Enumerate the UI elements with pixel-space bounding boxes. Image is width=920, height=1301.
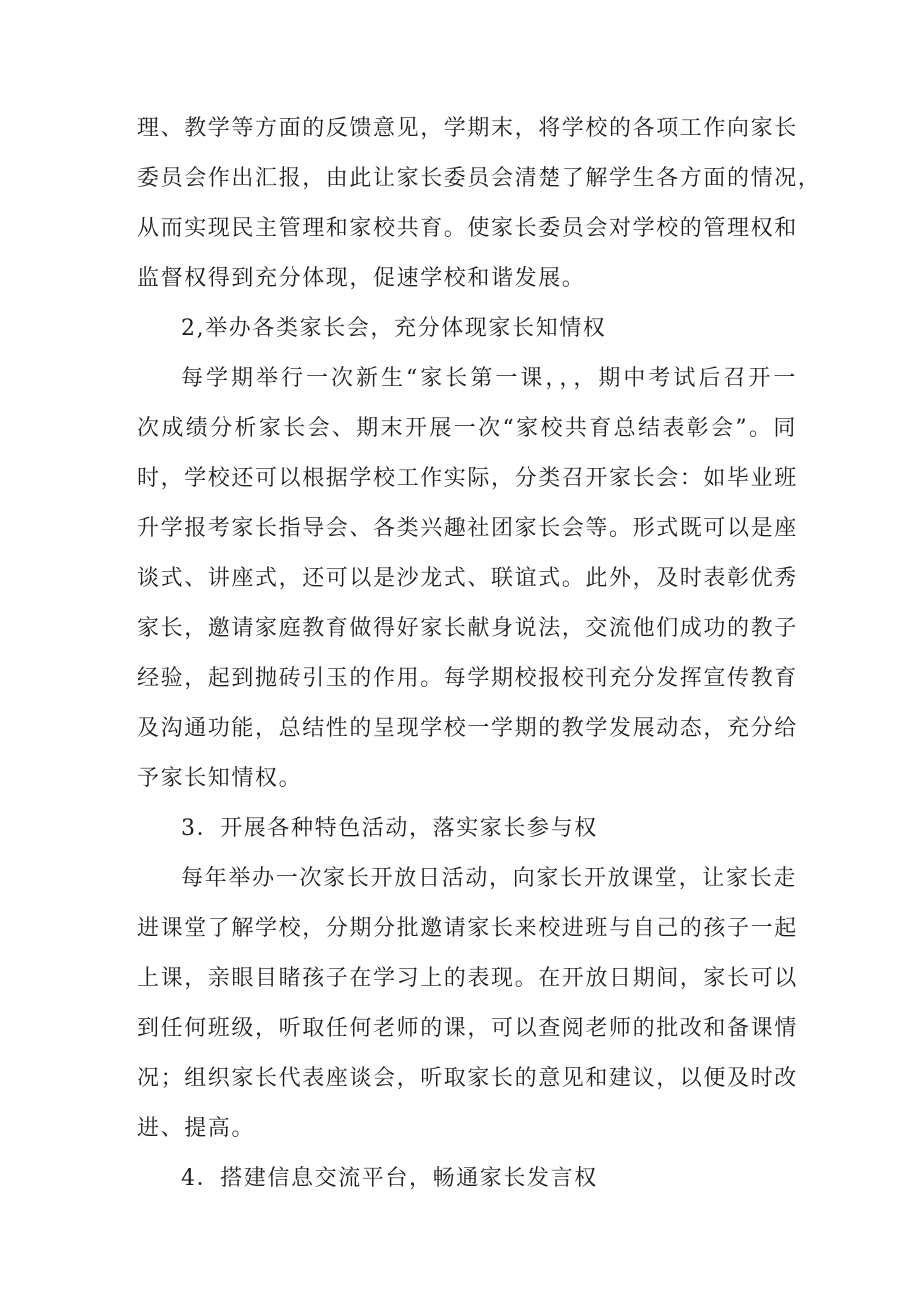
paragraph-line: 进课堂了解学校，分期分批邀请家长来校进班与自己的孩子一起 xyxy=(137,916,798,941)
paragraph-line: 及沟通功能，总结性的呈现学校一学期的教学发展动态，充分给 xyxy=(137,716,798,741)
paragraph-line: 委员会作出汇报，由此让家长委员会清楚了解学生各方面的情况， xyxy=(137,166,822,191)
paragraph-line: 时，学校还可以根据学校工作实际，分类召开家长会：如毕业班 xyxy=(137,466,798,491)
paragraph-line: 谈式、讲座式，还可以是沙龙式、联谊式。此外，及时表彰优秀 xyxy=(137,566,798,591)
paragraph-line: 进、提高。 xyxy=(137,1116,256,1141)
paragraph-line: 次成绩分析家长会、期末开展一次“家校共育总结表彰会”。同 xyxy=(137,416,797,441)
paragraph-line: 经验，起到抛砖引玉的作用。每学期校报校刊充分发挥宣传教育 xyxy=(137,666,798,691)
paragraph-line: 每年举办一次家长开放日活动，向家长开放课堂，让家长走 xyxy=(181,866,797,891)
paragraph-line: 况；组织家长代表座谈会，听取家长的意见和建议，以便及时改 xyxy=(137,1066,798,1091)
paragraph-line: 理、教学等方面的反馈意见，学期末，将学校的各项工作向家长 xyxy=(137,116,798,141)
paragraph-line: 上课，亲眼目睹孩子在学习上的表现。在开放日期间，家长可以 xyxy=(137,966,798,991)
section-heading: 3．开展各种特色活动，落实家长参与权 xyxy=(181,816,598,841)
document-body xyxy=(137,104,822,1204)
section-heading: 2,举办各类家长会，充分体现家长知情权 xyxy=(181,316,607,341)
paragraph-line: 家长，邀请家庭教育做得好家长献身说法，交流他们成功的教子 xyxy=(137,616,798,641)
paragraph-line: 到任何班级，听取任何老师的课，可以查阅老师的批改和备课情 xyxy=(137,1016,798,1041)
section-heading: 4．搭建信息交流平台，畅通家长发言权 xyxy=(181,1166,598,1191)
paragraph-line: 每学期举行一次新生“家长第一课，，，期中考试后召开一 xyxy=(181,366,797,391)
paragraph-line: 从而实现民主管理和家校共育。使家长委员会对学校的管理权和 xyxy=(137,216,798,241)
paragraph-line: 升学报考家长指导会、各类兴趣社团家长会等。形式既可以是座 xyxy=(137,516,798,541)
paragraph-line: 监督权得到充分体现，促速学校和谐发展。 xyxy=(137,266,586,291)
paragraph-line: 予家长知情权。 xyxy=(137,766,303,791)
